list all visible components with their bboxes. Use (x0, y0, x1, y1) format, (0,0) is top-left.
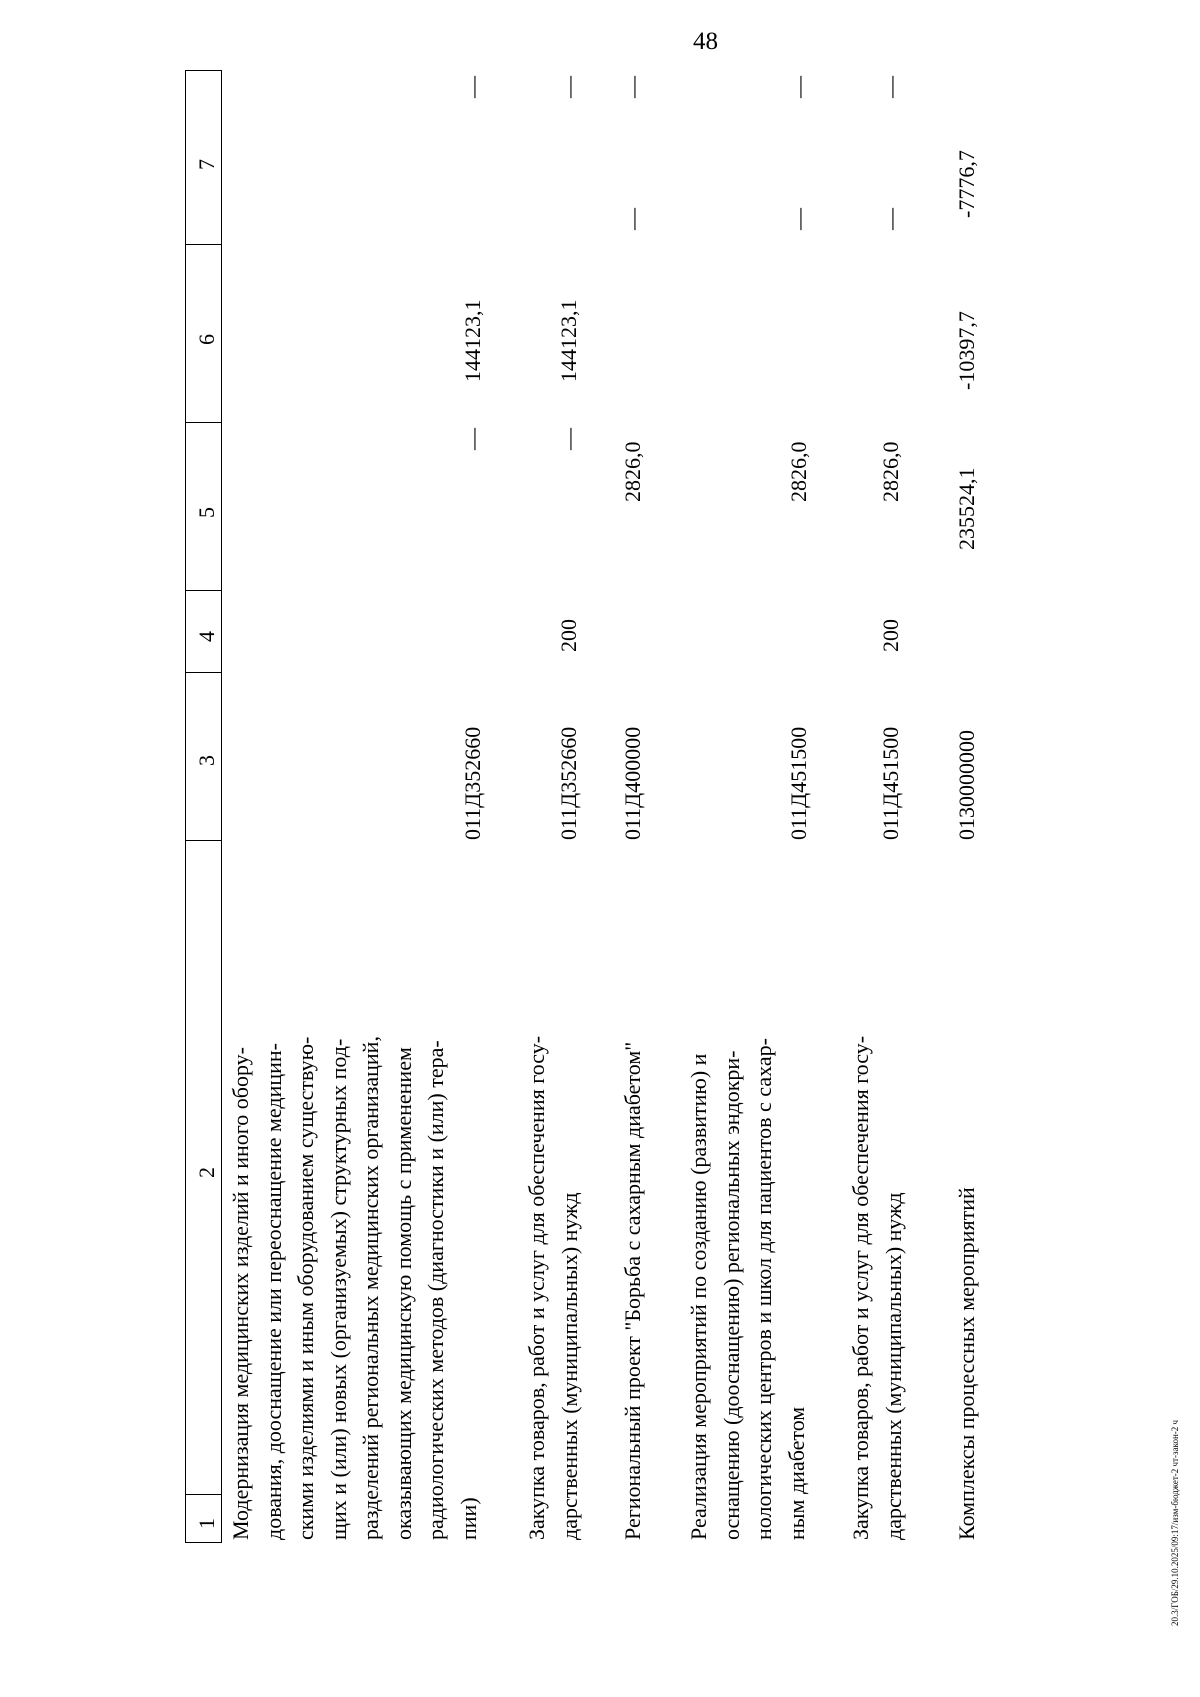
table-border-left (185, 70, 186, 1543)
header-col-2: 2 (194, 1167, 219, 1178)
table-cell-c7: — (460, 76, 485, 98)
table-row-name: Комплексы процессных мероприятий (954, 1187, 979, 1540)
table-cell-c6: -10397,7 (954, 311, 979, 390)
header-col-1: 1 (194, 1518, 219, 1529)
table-border-bottom (185, 1542, 221, 1543)
table-cell-c7: — (878, 76, 903, 98)
table-cell-c5: 2826,0 (786, 441, 811, 502)
header-col-6: 6 (194, 334, 219, 345)
table-cell-code: 011Д400000 (620, 726, 645, 840)
table-cell-code: 0130000000 (954, 730, 979, 840)
table-row-name: Модернизация медицинских изделий и иного обору- дования, дооснащение или переоснащение медицин- скими изделиями и иным оборудованием существую- щих и (или) новых (организуемых) структурных под- разделений региональных медицинских организаций, оказывающих медицинскую помощь с применением радиологических методов (диагностики и (или) тера- пии) (228, 1036, 481, 1540)
table-cell-code: 011Д451500 (786, 726, 811, 840)
table-row-name: Закупка товаров, работ и услуг для обеспечения госу- дарственных (муниципальных) нужд (524, 1035, 582, 1540)
header-col-5: 5 (194, 507, 219, 518)
col-sep-2-1 (185, 1494, 221, 1495)
col-sep-7-6 (185, 244, 221, 245)
table-cell-c6: — (620, 208, 645, 230)
table-cell-c7: — (556, 76, 581, 98)
header-col-7: 7 (194, 159, 219, 170)
col-sep-6-5 (185, 422, 221, 423)
table-cell-c6: — (786, 208, 811, 230)
col-sep-5-4 (185, 590, 221, 591)
table-cell-vr: 200 (878, 619, 903, 652)
table-cell-c7: -7776,7 (954, 150, 979, 218)
header-col-4: 4 (194, 631, 219, 642)
table-row-name: Реализация мероприятий по созданию (развитию) и оснащению (дооснащению) региональных эндокри- нологических центров и школ для пациентов с сахар- ным диабетом (686, 1038, 809, 1540)
table-cell-c7: — (620, 76, 645, 98)
header-col-3: 3 (194, 755, 219, 766)
table-cell-c7: — (786, 76, 811, 98)
table-cell-c6: 144123,1 (556, 299, 581, 382)
header-row-border (221, 70, 222, 1543)
table-row-name: Закупка товаров, работ и услуг для обеспечения госу- дарственных (муниципальных) нужд (848, 1035, 906, 1540)
table-cell-c5: 2826,0 (878, 441, 903, 502)
table-cell-code: 011Д352660 (556, 726, 581, 840)
table-cell-code: 011Д352660 (460, 726, 485, 840)
table-cell-c6: 144123,1 (460, 299, 485, 382)
table-cell-c5: — (460, 428, 485, 450)
table-cell-c5: 235524,1 (954, 467, 979, 550)
table-cell-c5: — (556, 428, 581, 450)
footer-code: 20.3/ГОБ/29.10.2025/09:17/изм-бюджет-2 чт-закон-2 ч (1170, 1419, 1180, 1626)
col-sep-4-3 (185, 672, 221, 673)
table-cell-c6: — (878, 208, 903, 230)
table-border-top (185, 70, 221, 71)
table-cell-vr: 200 (556, 619, 581, 652)
page-number: 48 (693, 28, 718, 55)
col-sep-3-2 (185, 840, 221, 841)
table-cell-c5: 2826,0 (620, 441, 645, 502)
table-cell-code: 011Д451500 (878, 726, 903, 840)
table-row-name: Региональный проект "Борьба с сахарным диабетом" (620, 1041, 645, 1540)
